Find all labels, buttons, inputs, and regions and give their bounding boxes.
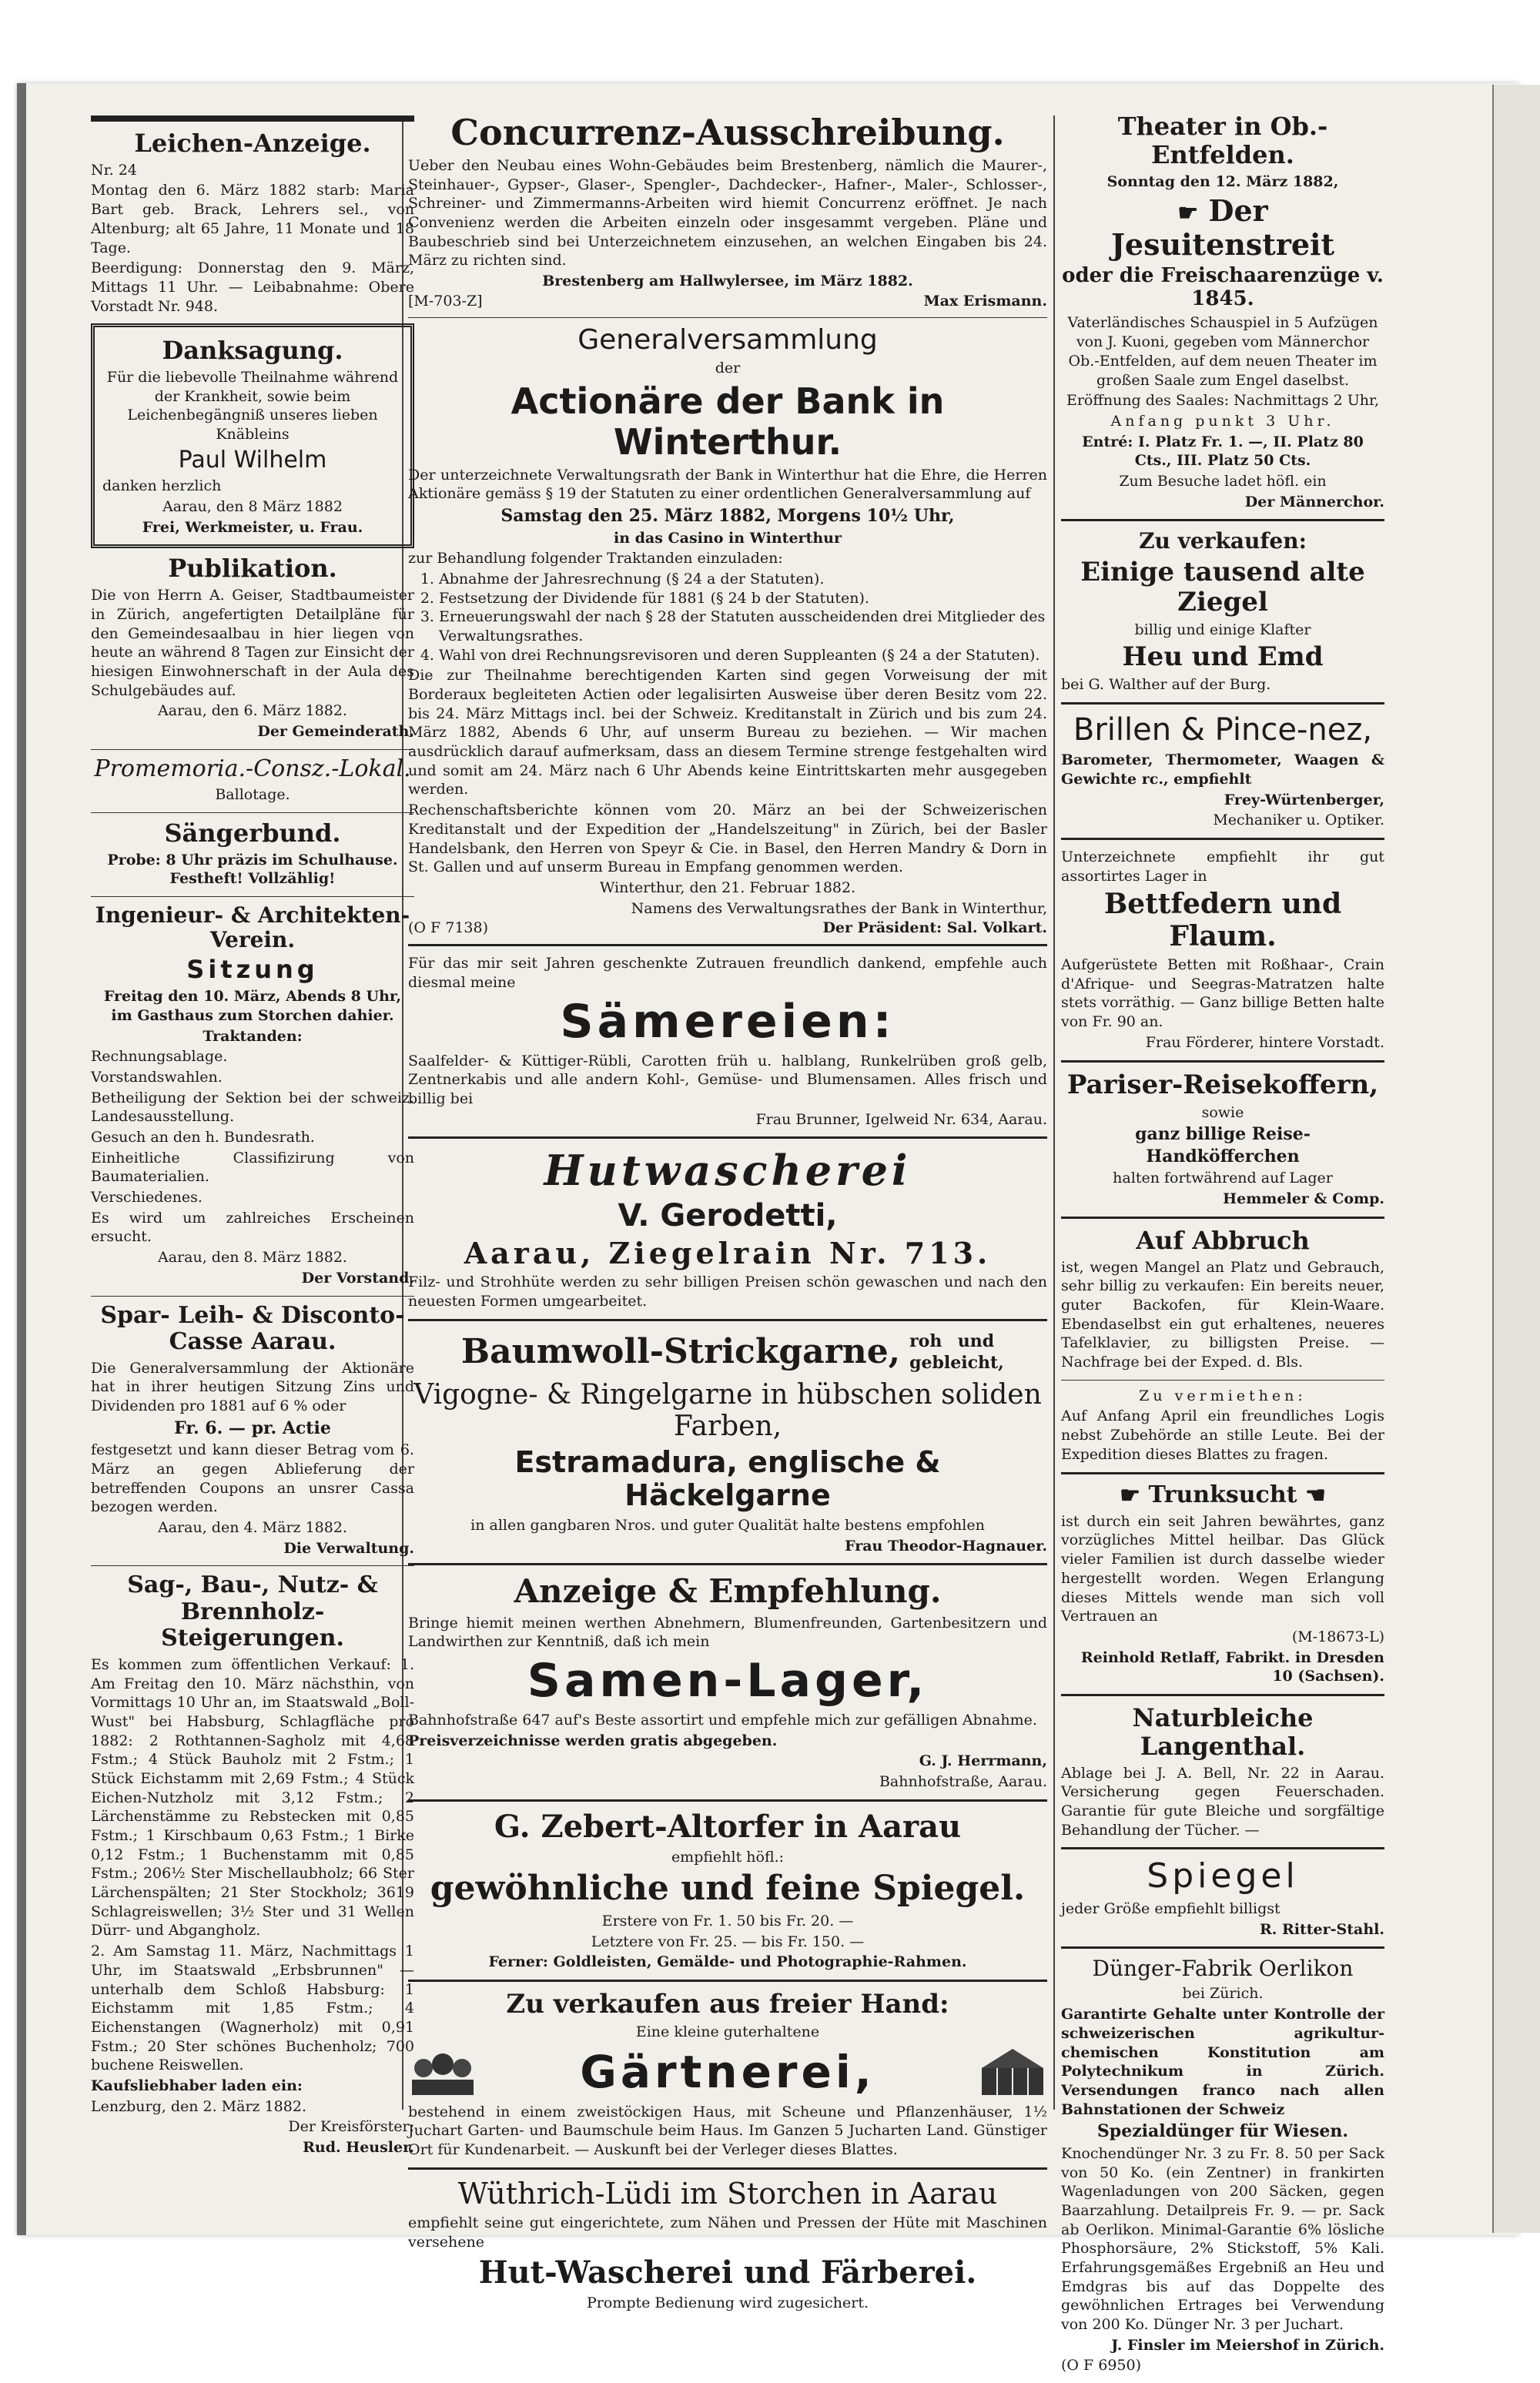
ad-title: Spiegel [1147,1856,1299,1896]
ad-text: Der unterzeichnete Verwaltungsrath der Bank in Winterthur hat die Ehre, die Herren Aktionäre gemäss § 19 der Statuten zu einer ordentlichen Generalversammlung auf [408,466,1047,503]
ad-text: Für die liebevolle Theilnahme während der Krankheit, sowie beim Leichenbegängniß unseres lieben Knäbleins [106,369,399,443]
ad-title: Theater in Ob.-Entfelden. [1117,112,1328,169]
ad-signature: G. J. Herrmann, [919,1752,1047,1770]
ad-bettfedern [1061,848,1384,1053]
divider [408,1563,1047,1565]
ad-gaertnerei [408,1990,1047,2160]
ad-wuethrich [408,2177,1047,2313]
ad-title: Publikation. [168,554,337,584]
pointing-hand-right-icon: ☛ [1120,1481,1141,1509]
ad-spiegel [1061,1857,1384,1939]
ad-danksagung [91,323,414,548]
ad-text: Saalfelder- & Küttiger-Rübli, Carotten früh u. halblang, Runkelrüben groß gelb, Zentnerkabis und alle andern Kohl-, Gemüse- und Blumensamen. Alles frisch und billig bei [408,1052,1047,1108]
ad-sowie: sowie [1201,1103,1244,1121]
divider [91,896,414,897]
ad-code: (O F 6950) [1061,2357,1142,2375]
ad-big: Einige tausend alte Ziegel [1080,556,1365,618]
ad-signature: Frau Theodor-Hagnauer. [845,1537,1047,1555]
ad-text: Die zur Theilnahme berechtigenden Karten sind gegen Vorweisung der mit Borderaux begleiteten Actien oder legalisirten Ausweise über deren Besitz vom 22. bis 24. März Mittags incl. bei der Schweiz. Kreditanstalt in Zürich und bis zum 24. März 1882, Abends 6 Uhr, auf unserm Bureau zu beziehen. — Wir machen ausdrücklich darauf aufmerksam, dass an diesem Termine strenge festgehalten wird und somit am 24. März nach 6 Uhr Abends keine Eintrittskarten mehr ausgegeben werden. [408,667,1047,798]
divider [1061,1694,1384,1696]
ad-text: Es wird um zahlreiches Erscheinen ersucht. [91,1209,414,1246]
divider [408,2167,1047,2170]
ad-concurrenz [408,112,1047,310]
ad-text: Für das mir seit Jahren geschenkte Zutrauen freundlich dankend, empfehle auch diesmal meine [408,955,1047,991]
ad-name: V. Gerodetti, [618,1197,838,1233]
ad-text: Kaufsliebhaber laden ein: [91,2077,303,2094]
ad-text: Ablage bei J. A. Bell, Nr. 22 in Aarau. Versicherung gegen Feuerschaden. Garantie für gute Bleiche und sorgfältige Behandlung der Tücher. — [1061,1764,1384,1839]
ad-line: Erstere von Fr. 1. 50 bis Fr. 20. — [601,1912,854,1929]
ad-line: Ferner: Goldleisten, Gemälde- und Photographie-Rahmen. [488,1953,967,1971]
divider [1061,1217,1384,1219]
ad-start: Anfang punkt 3 Uhr. [1110,412,1335,430]
ad-signature: Frau Förderer, hintere Vorstadt. [1145,1033,1384,1051]
ad-open: Eröffnung des Saales: Nachmittags 2 Uhr, [1066,392,1380,410]
ad-text: Probe: 8 Uhr präzis im Schulhause. Festheft! Vollzählig! [107,851,398,888]
ad-generalversammlung [408,324,1047,937]
ad-text: ist, wegen Mangel an Platz und Gebrauch, sehr billig zu verkaufen: Ein bereits neuer, guter Backofen, für Klein-Waare. Ebendaselbst ein gut erhaltenes, neueres Tafelklavier, zu billigsten Preise. — Nachfrage bei der Exped. d. Bls. [1061,1258,1384,1371]
ad-text: festgesetzt und kann dieser Betrag vom 6. März an gegen Ablieferung der betreffenden Coupons an unsrer Cassa bezogen werden. [91,1441,414,1516]
divider [1061,519,1384,521]
ad-title: Anzeige & Empfehlung. [514,1572,942,1611]
ad-baumwoll [408,1329,1047,1556]
ad-text: Auf Anfang April ein freundliches Logis nebst Zubehörde an stille Leute. Bei der Expedition dieses Blattes zu fragen. [1061,1407,1384,1463]
ad-text: Aufgerüstete Betten mit Roßhaar-, Crain d'Afrique- und Seegras-Matratzen halte stets vorräthig. — Ganz billige Betten halte von Fr. 90 an. [1061,956,1384,1031]
ad-text: Die von Herrn A. Geiser, Stadtbaumeister in Zürich, angefertigten Detailpläne für den Gemeindesaalbau in hier liegen von heute an während 8 Tagen zur Einsicht der hiesigen Einwohnerschaft in der Aula des Schulgebäudes auf. [91,587,414,699]
ad-signature: Der Männerchor. [1244,493,1384,510]
ad-der: der [715,360,741,377]
ad-title: Sämereien: [560,994,896,1049]
flower-pots-icon [408,2045,477,2099]
ad-title: Sängerbund. [164,818,341,848]
ad-title: Zu vermiethen: [1139,1387,1307,1404]
ad-big-text: Der Jesuitenstreit [1110,193,1335,262]
ad-signature: Frey-Würtenberger, [1224,791,1384,808]
ad-number: Nr. 24 [91,161,137,179]
ad-text: danken herzlich [102,477,222,495]
ad-signature: R. Ritter-Stahl. [1259,1920,1384,1938]
divider [408,1319,1047,1321]
ad-title: Wüthrich-Lüdi im Storchen in Aarau [457,2176,998,2211]
ad-big: gewöhnliche und feine Spiegel. [430,1869,1026,1909]
ad-text: Rechenschaftsberichte können vom 20. März an bei der Schweizerischen Kreditanstalt und der Expedition der „Handelszeitung" in Zürich, bei der Basler Handelsbank, den Herren von Speyr & Cie. in Basel, den Herren Mandry & Dorn in St. Gallen und auf unserm Bureau in Empfang genommen werden. [408,802,1047,876]
ad-brillen [1061,712,1384,830]
ad-text: jeder Größe empfiehlt billigst [1061,1899,1281,1917]
column-left [91,108,414,2165]
ad-title: Trunksucht [1148,1481,1297,1508]
ad-title-row [408,1329,1047,1376]
list-item: Verschiedenes. [91,1189,203,1207]
ad-datum: Winterthur, den 21. Februar 1882. [599,879,856,896]
ad-side: roh und gebleicht, [909,1330,1004,1374]
ad-text: Bringe hiemit meinen werthen Abnehmern, Blumenfreunden, Gartenbesitzern und Landwirthen zur Kenntniß, daß ich mein [408,1614,1047,1651]
divider [1061,838,1384,840]
ad-text: Garantirte Gehalte unter Kontrolle der schweizerischen agrikultur-chemischen Konstitution am Polytechnikum in Zürich. Versendungen franco nach allen Bahnstationen der Schweiz [1061,2006,1384,2118]
ad-signature: Max Erismann. [923,292,1047,310]
ad-text: halten fortwährend auf Lager [1113,1170,1333,1187]
ad-title: Baumwoll-Strickgarne, [460,1331,901,1371]
ad-signature: J. Finsler im Meiershof in Zürich. [1111,2336,1384,2354]
ad-entry: Entré: I. Platz Fr. 1. —, II. Platz 80 Cts., III. Platz 50 Cts. [1082,433,1364,470]
ad-trunksucht [1061,1482,1384,1686]
ad-signature: Der Vorstand. [301,1269,414,1287]
ad-text: Beerdigung: Donnerstag den 9. März, Mittags 11 Uhr. — Leibabnahme: Obere Vorstadt Nr. 948. [91,259,414,315]
ad-hutwascherei [408,1146,1047,1310]
ad-sitzung: Sitzung [186,955,319,985]
ad-text: billig und einige Klafter [1134,621,1311,638]
ad-sub: empfiehlt höfl.: [671,1848,785,1866]
ad-signature: Hemmeler & Comp. [1223,1190,1384,1208]
divider [91,749,414,750]
ad-title: Brillen & Pince-nez, [1073,712,1373,748]
ad-big: Gärtnerei, [580,2045,875,2098]
column-middle [408,108,1047,2320]
divider [408,1980,1047,1982]
ad-publikation [91,554,414,741]
ad-title: Sag-, Bau-, Nutz- & Brennholz-Steigerungen. [127,1571,378,1652]
divider [1061,702,1384,705]
ad-title: Leichen-Anzeige. [134,129,371,158]
ad-duenger [1061,1956,1384,2375]
ad-text: Ueber den Neubau eines Wohn-Gebäudes beim Brestenberg, nämlich die Maurer-, Steinhauer-, Gypser-, Glaser-, Spengler-, Dachdecker-, Hafner-, Maler-, Schlosser-, Schreiner- und Zimmermanns-Arbeiten wird hiemit Concurrenz eröffnet. Je nach Convenienz werden die Arbeiten einzeln oder insgesammt vergeben. Pläne und Baubeschrieb sind bei Unterzeichnetem einzusehen, an welchen Eingaben bis 24. März zu richten sind. [408,156,1047,269]
ad-sub: ganz billige Reise-Handköfferchen [1135,1124,1311,1166]
ad-signature: Die Verwaltung. [283,1539,414,1557]
ad-big-row [408,2043,1047,2101]
ad-line: Vigogne- & Ringelgarne in hübschen soliden Farben, [413,1378,1042,1443]
ad-ziegel [1061,529,1384,694]
column-right [1061,108,1384,2383]
greenhouse-icon [978,2045,1047,2099]
ad-when: Freitag den 10. März, Abends 8 Uhr, im Gasthaus zum Storchen dahier. [103,988,402,1024]
ad-title: G. Zebert-Altorfer in Aarau [494,1808,962,1845]
ad-text: empfiehlt seine gut eingerichtete, zum Nähen und Pressen der Hüte mit Maschinen versehene [408,2214,1047,2251]
list-item: Betheiligung der Sektion bei der schweiz. Landesausstellung. [91,1089,414,1126]
ad-signature: bei G. Walther auf der Burg. [1061,676,1271,694]
list-item: Einheitliche Classifizirung von Baumaterialien. [91,1149,414,1186]
ad-footer: Prompte Bedienung wird zugesichert. [587,2294,869,2311]
ad-signature: Der Präsident: Sal. Volkart. [822,919,1047,937]
divider [1061,1060,1384,1063]
ad-text: Barometer, Thermometer, Waagen & Gewichte rc., empfiehlt [1061,751,1384,788]
scan-edge-right [1492,85,1540,2233]
ad-sub: Eine kleine guterhaltene [635,2023,820,2041]
ad-signature: Frei, Werkmeister, u. Frau. [142,518,363,536]
traktanden-list [439,570,1047,664]
ad-place: Aarau, den 8 März 1882 [162,498,343,516]
ad-big: Hut-Wascherei und Färberei. [478,2254,977,2291]
ad-title: Dünger-Fabrik Oerlikon [1092,1956,1354,1982]
ad-place: in das Casino in Winterthur [614,529,842,547]
ad-text: Unterzeichnete empfiehlt ihr gut assortirtes Lager in [1061,848,1384,885]
ad-sub: Ballotage. [215,786,290,804]
ad-code: (M-18673-L) [1291,1628,1384,1645]
divider [1061,1946,1384,1949]
ad-text: Die Generalversammlung der Aktionäre hat in ihrer heutigen Sitzung Zins und Dividenden pro 1881 auf 6 % oder [91,1359,414,1414]
ad-title: Spar- Leih- & Disconto-Casse Aarau. [100,1301,405,1356]
ad-line: Letztere von Fr. 25. — bis Fr. 150. — [591,1933,865,1950]
ad-signature: Der Kreisförster: [288,2118,414,2136]
ad-text: 2. Am Samstag 11. März, Nachmittags 1 Uhr, im Staatswald „Erbsbrunnen" — unterhalb dem Schloß Habsburg: 1 Eichstamm mit 1,85 Fstm.; 4 Eichenstangen (Wagnerholz) mit 0,91 Fstm.; 20 Ster schönes Buchenholz; 700 buchene Reiswellen. [91,1943,414,2074]
ad-place: Aarau, den 6. März 1882. [158,702,347,720]
divider [91,1565,414,1566]
ad-promemoria [91,756,414,805]
ad-name: Paul Wilhelm [178,446,327,474]
ad-signature: Reinhold Retlaff, Fabrikt. in Dresden 10 (Sachsen). [1080,1648,1384,1685]
ad-vermiethen [1061,1387,1384,1464]
divider [408,1136,1047,1139]
list-item: Gesuch an den h. Bundesrath. [91,1129,315,1146]
ad-big [1061,194,1384,261]
ad-title: Danksagung. [162,336,343,366]
top-rule [91,115,414,122]
ad-line: Estramadura, englische & Häckelgarne [514,1444,941,1513]
ad-big: Samen-Lager, [527,1653,929,1708]
ad-zebert-altorfer [408,1809,1047,1972]
ad-footer [408,919,1047,936]
divider [1061,1472,1384,1474]
divider [91,812,414,813]
ad-text: in allen gangbaren Nros. und guter Qualität halte bestens empfohlen [470,1516,985,1534]
divider [408,1799,1047,1802]
divider [408,944,1047,946]
ad-traktanden: Traktanden: [203,1027,303,1045]
ad-signature-2: Bahnhofstraße, Aarau. [879,1773,1047,1791]
ad-title: Pariser-Reisekoffern, [1066,1069,1379,1100]
ad-signature: Frau Brunner, Igelweid Nr. 634, Aarau. [755,1110,1047,1128]
list-item: 2. Festsetzung der Dividende für 1881 (§ 24 b der Statuten). [439,589,1047,608]
ad-signature: Der Gemeinderath. [257,723,414,741]
ad-code: [M-703-Z] [408,292,483,310]
ad-text: Vaterländisches Schauspiel in 5 Aufzügen von J. Kuoni, gegeben vom Männerchor Ob.-Entfelden, auf dem neuen Theater im großen Saale zum Engel daselbst. [1067,314,1378,389]
list-item: 3. Erneuerungswahl der nach § 28 der Statuten ausscheidenden drei Mitglieder des Verwaltungsrathes. [439,607,1047,645]
ad-title: Hutwascherei [544,1146,912,1196]
ad-namens: Namens des Verwaltungsrathes der Bank in Winterthur, [631,899,1047,917]
ad-text: Knochendünger Nr. 3 zu Fr. 8. 50 per Sack von 50 Ko. (ein Zentner) in frankirten Wagenladungen von 200 Säcken, gegen Baarzahlung. Detailpreis Fr. 9. — pr. Sack ab Oerlikon. Minimal-Garantie 6% lösliche Phosphorsäure, 2% Stickstoff, 5% Kali. Erfahrungsgemäßes Ergebniß an Heu und Emdgras bis auf das Doppelte des gewöhnlichen Ertrages bei Verwendung von 200 Ko. Dünger Nr. 3 per Juchart. [1061,2144,1384,2334]
list-item: Rechnungsablage. [91,1048,228,1066]
ad-pariser-koffern [1061,1070,1384,1209]
ad-date: Sonntag den 12. März 1882, [1106,172,1339,190]
ad-big-2: Heu und Emd [1122,641,1324,673]
ad-leichen-anzeige [91,129,414,316]
ad-title: Zu verkaufen aus freier Hand: [506,1989,949,2020]
ad-sub: bei Zürich. [1182,1985,1264,2003]
ad-text: zur Behandlung folgender Traktanden einzuladen: [408,550,783,567]
ad-saengerbund [91,819,414,889]
divider [1061,1380,1384,1381]
ad-text: Es kommen zum öffentlichen Verkauf: 1. Am Freitag den 10. März nächsthin, von Vormittags 10 Uhr an, im Staatswald „Boll-Wust" bei Habsburg, Schlagfläche pro 1882: 2 Rothtannen-Sagholz mit 4,68 Fstm.; 4 Stück Bauholz mit 2 Fstm.; 1 Stück Eichstamm mit 2,69 Fstm.; 4 Stück Eichen-Nutzholz mit 3,12 Fstm.; 2 Lärchenstämme zu Rebstecken mit 0,85 Fstm.; 1 Kirschbaum 0,63 Fstm.; 1 Birke 0,12 Fstm.; 1 Buchenstamm mit 0,85 Fstm.; 206½ Ster Mischellaubholz; 66 Ster Lärchenspälten; 21 Ster Stockholz; 3619 Schlagreiswellen; 3½ Ster und 31 Wellen Dürr- und Abgangholz. [91,1655,414,1940]
ad-spar-casse [91,1303,414,1558]
divider [91,1296,414,1297]
ad-title: Zu verkaufen: [1139,528,1307,554]
ad-anzeige-empfehlung [408,1573,1047,1791]
ad-naturbleiche [1061,1704,1384,1839]
pointing-hand-icon: ☛ [1177,199,1199,227]
ad-title: Naturbleiche Langenthal. [1132,1702,1314,1761]
ad-title-2: Actionäre der Bank in Winterthur. [511,380,945,463]
ad-text: Montag den 6. März 1882 starb: Maria Bart geb. Brack, Lehrers sel., von Altenburg; alt 65 Jahre, 11 Monate und 18 Tage. [91,182,414,256]
ad-text: Preisverzeichnisse werden gratis abgegeben. [408,1732,778,1749]
ad-ingenieur-verein [91,903,414,1287]
ad-saemereien [408,954,1047,1129]
list-item: 4. Wahl von drei Rechnungsrevisoren und deren Suppleanten (§ 24 a der Statuten). [439,646,1047,665]
scan-edge-left [17,83,26,2235]
ad-date: Samstag den 25. März 1882, Morgens 10½ Uhr, [500,505,955,526]
column-rule-2 [1053,115,1055,2110]
ad-place: Lenzburg, den 2. März 1882. [91,2097,306,2115]
ad-code: (O F 7138) [408,919,489,937]
ad-title: Auf Abbruch [1136,1225,1310,1255]
ad-title: Ingenieur- & Architekten-Verein. [95,902,410,953]
ad-holz-steigerungen [91,1572,414,2157]
ad-abbruch [1061,1227,1384,1372]
ad-title: Concurrenz-Ausschreibung. [450,112,1005,153]
ad-place: Aarau, den 8. März 1882. [158,1249,347,1267]
ad-signature-2: Mechaniker u. Optiker. [1213,812,1384,829]
ad-title: Promemoria.-Consz.-Lokal. [94,755,411,782]
list-item: Vorstandswahlen. [91,1068,223,1086]
ad-text: Filz- und Strohhüte werden zu sehr billigen Preisen schön gewaschen und nach den neuesten Formen umgearbeitet. [408,1273,1047,1310]
divider [408,317,1047,318]
ad-text: Bahnhofstraße 647 auf's Beste assortirt und empfehle mich zur gefälligen Abnahme. [408,1711,1037,1729]
pointing-hand-left-icon: ☚ [1304,1481,1326,1509]
ad-big: Spezialdünger für Wiesen. [1096,2121,1349,2142]
ad-text: ist durch ein seit Jahren bewährtes, ganz vorzügliches Mittel heilbar. Das Glück vieler Familien ist durch dasselbe wieder hergestellt worden. Wegen Erlangung dieses Mittels wende man sich voll Vertrauen an [1061,1512,1384,1625]
ad-theater [1061,112,1384,511]
ad-place: Aarau, den 4. März 1882. [158,1518,347,1536]
ad-title: Generalversammlung [578,323,878,356]
ad-signature: Rud. Heusler. [303,2139,414,2157]
ad-title: Bettfedern und Flaum. [1103,888,1342,952]
list-item: 1. Abnahme der Jahresrechnung (§ 24 a der Statuten). [439,570,1047,589]
ad-text: bestehend in einem zweistöckigen Haus, mit Scheune und Pflanzenhäuser, 1½ Juchart Garten- und Baumschule beim Haus. Im Ganzen 5 Jucharten Land. Günstiger Ort für Kundenarbeit. — Auskunft bei der Verleger dieses Blattes. [408,2103,1047,2158]
divider [1061,1847,1384,1849]
ad-amount: Fr. 6. — pr. Actie [174,1417,331,1438]
ad-invite: Zum Besuche ladet höfl. ein [1119,472,1327,490]
ad-place: Brestenberg am Hallwylersee, im März 1882. [542,273,913,290]
ad-title-row [1061,1482,1384,1509]
ad-address: Aarau, Ziegelrain Nr. 713. [464,1235,992,1270]
ad-big-2: oder die Freischaarenzüge v. 1845. [1062,263,1384,310]
ad-footer [408,293,1047,310]
